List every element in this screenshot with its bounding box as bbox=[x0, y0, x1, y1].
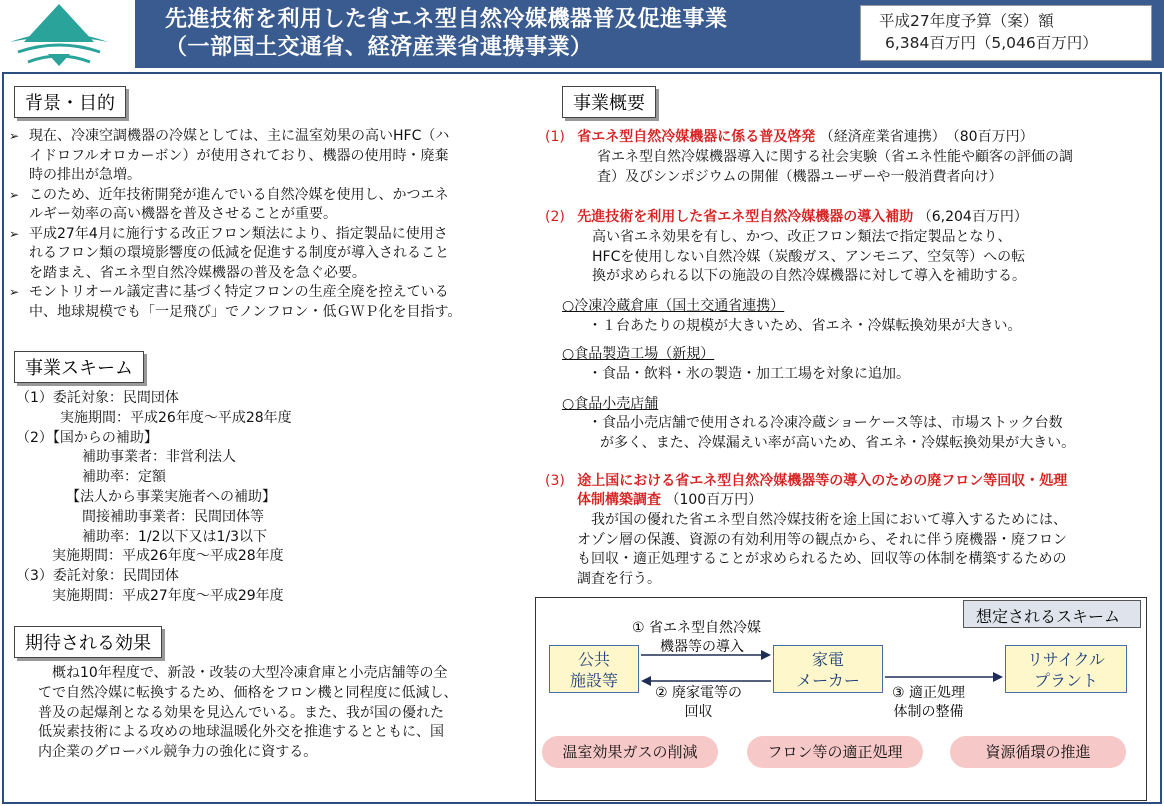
title-line-1: 先進技術を利用した省エネ型自然冷媒機器普及促進事業 bbox=[165, 7, 728, 32]
sub1-line: ・１台あたりの規模が大きいため、省エネ・冷媒転換効果が大きい。 bbox=[588, 318, 1022, 334]
ministry-logo-icon bbox=[4, 2, 114, 68]
scheme-heading: 事業スキーム bbox=[14, 351, 144, 383]
scheme-line: 補助事業者：非営利法人 bbox=[82, 449, 236, 466]
item2-heading bbox=[545, 208, 1028, 228]
item3-heading bbox=[545, 472, 1067, 492]
arrow-label-line: ② 廃家電等の bbox=[655, 685, 743, 701]
item3-title-cont: 体制構築調査 bbox=[577, 492, 661, 508]
header bbox=[0, 0, 1164, 70]
sub3-title: ○食品小売店舗 bbox=[562, 396, 659, 412]
arrow-label-line: ① 省エネ型自然冷媒 bbox=[632, 620, 762, 636]
purpose-line: 現在、冷凍空調機器の冷媒としては、主に温室効果の高いHFC（ハ bbox=[29, 128, 450, 144]
arrow-label-line: 機器等の導入 bbox=[660, 639, 744, 655]
sub3-line: が多く、また、冷媒漏えい率が高いため、省エネ・冷媒転換効果が大きい。 bbox=[600, 434, 1076, 451]
benefit-pill: フロン等の適正処理 bbox=[747, 736, 923, 768]
page-title bbox=[165, 6, 728, 62]
purpose-line: 時の排出が急増。 bbox=[29, 167, 141, 183]
scheme-line: 補助率：定額 bbox=[82, 469, 166, 486]
item3-body bbox=[577, 511, 1067, 589]
bullet-arrow-icon: ➢ bbox=[9, 187, 20, 202]
effect-line: 概ね10年程度で、新設・改装の大型冷凍倉庫と小売店舗等の全 bbox=[52, 665, 448, 681]
scheme-line: 補助率：1/2以下又は1/3以下 bbox=[82, 528, 268, 545]
budget-amount: 6,384百万円（5,046百万円） bbox=[885, 34, 1098, 52]
purpose-line: 中、地球規模でも「一足飛び」でノンフロン・低ＧＷＰ化を目指す。 bbox=[29, 303, 462, 320]
item2-number: (2) bbox=[545, 209, 565, 225]
item1-heading bbox=[545, 128, 1034, 148]
item3-line: オゾン層の保護、資源の有効利用等の観点から、それに伴う廃機器・廃フロン bbox=[577, 531, 1067, 548]
arrow1-label bbox=[632, 619, 761, 657]
budget-box bbox=[860, 5, 1152, 61]
scheme-line: 【法人から事業実施者への補助】 bbox=[66, 489, 276, 505]
purpose-line: 平成27年4月に施行する改正フロン類法により、指定製品に使用さ bbox=[29, 225, 448, 242]
scheme-line: 実施期間：平成26年度～平成28年度 bbox=[52, 548, 284, 565]
title-bar bbox=[135, 0, 1164, 68]
effect-line: 普及の起爆剤となる効果を見込んでいる。また、我が国の優れた bbox=[38, 704, 444, 721]
item1-note: （経済産業省連携） （80百万円） bbox=[819, 129, 1034, 145]
item1-number: (1) bbox=[545, 129, 565, 145]
arrow3-label bbox=[892, 684, 965, 722]
purpose-line: イドロフルオロカーボン）が使用されており、機器の使用時・廃棄 bbox=[29, 147, 449, 164]
item2-title: 先進技術を利用した省エネ型自然冷媒機器の導入補助 bbox=[577, 209, 914, 225]
effect-line: 低炭素技術による攻めの地球温暖化外交を推進するとともに、国 bbox=[38, 724, 444, 741]
node-appliance-maker bbox=[773, 645, 883, 693]
bullet-arrow-icon: ➢ bbox=[9, 226, 20, 241]
scheme-line: 実施期間：平成26年度～平成28年度 bbox=[60, 409, 292, 426]
item2-note: （6,204百万円） bbox=[917, 209, 1028, 225]
item2-line: HFCを使用しない自然冷媒（炭酸ガス、アンモニア、空気等）への転 bbox=[592, 248, 1026, 265]
scheme-line: 間接補助事業者：民間団体等 bbox=[82, 508, 264, 525]
arrow-label-line: ③ 適正処理 bbox=[892, 685, 966, 701]
item3-title: 途上国における省エネ型自然冷媒機器等の導入のための廃フロン等回収・処理 bbox=[577, 473, 1068, 489]
benefit-pill: 温室効果ガスの削減 bbox=[542, 736, 718, 768]
scheme-line: （2）【国からの補助】 bbox=[16, 429, 158, 446]
node-public-facilities bbox=[549, 645, 639, 693]
purpose-line: このため、近年技術開発が進んでいる自然冷媒を使用し、かつエネ bbox=[29, 186, 449, 203]
effect-line: 内企業のグローバル競争力の強化に資する。 bbox=[38, 744, 318, 761]
title-line-2: （一部国土交通省、経済産業省連携事業） bbox=[165, 35, 593, 60]
purpose-line: モントリオール議定書に基づく特定フロンの生産全廃を控えている bbox=[29, 284, 449, 300]
sub3-body bbox=[588, 414, 1075, 453]
node-label: 公共 bbox=[577, 650, 610, 669]
arrow-label-line: 回収 bbox=[684, 704, 713, 720]
node-label: メーカー bbox=[796, 671, 860, 690]
bullet-arrow-icon: ➢ bbox=[9, 129, 20, 143]
item3-number: (3) bbox=[545, 473, 565, 489]
scheme-line: 実施期間：平成27年度～平成29年度 bbox=[52, 588, 284, 604]
purpose-heading: 背景・目的 bbox=[14, 86, 126, 118]
scheme-line: （1）委託対象：民間団体 bbox=[16, 390, 179, 406]
sub2-title: ○食品製造工場（新規） bbox=[562, 346, 715, 362]
item2-body bbox=[592, 228, 1026, 287]
effect-heading: 期待される効果 bbox=[14, 626, 162, 658]
benefit-pill: 資源循環の推進 bbox=[950, 736, 1126, 768]
node-label: プラント bbox=[1033, 671, 1098, 690]
item2-line: 換が求められる以下の施設の自然冷媒機器に対して導入を補助する。 bbox=[592, 268, 1026, 284]
item3-heading-cont bbox=[577, 491, 762, 511]
bullet-arrow-icon: ➢ bbox=[9, 285, 20, 299]
purpose-line: ルギー効率の高い機器を普及させることが重要。 bbox=[29, 206, 337, 222]
item3-line: 我が国の優れた省エネ型自然冷媒技術を途上国において導入するためには、 bbox=[591, 512, 1067, 528]
item3-line: 調査を行う。 bbox=[577, 570, 661, 587]
item2-line: 高い省エネ効果を有し、かつ、改正フロン類法で指定製品となり、 bbox=[592, 229, 1012, 245]
arrow-label-line: 体制の整備 bbox=[893, 704, 964, 720]
purpose-line: れるフロン類の環境影響度の低減を促進する制度が導入されること bbox=[29, 245, 449, 261]
scheme-line: （3）委託対象：民間団体 bbox=[16, 568, 179, 585]
sub3-line: ・食品小売店舗で使用される冷凍冷蔵ショーケース等は、市場ストック台数 bbox=[588, 415, 1063, 431]
node-recycle-plant bbox=[1005, 645, 1127, 693]
node-label: リサイクル bbox=[1027, 650, 1105, 669]
sub2-line: ・食品・飲料・氷の製造・加工工場を対象に追加。 bbox=[588, 366, 910, 382]
node-label: 施設等 bbox=[569, 671, 618, 690]
item1-body bbox=[597, 148, 1073, 187]
sub1-title: ○冷凍冷蔵倉庫（国土交通省連携） bbox=[562, 298, 785, 314]
item1-line: 査）及びシンポジウムの開催（機器ユーザーや一般消費者向け） bbox=[597, 168, 1003, 185]
purpose-line: を踏まえ、省エネ型自然冷媒機器の普及を急ぐ必要。 bbox=[29, 264, 366, 281]
item3-note: （100百万円） bbox=[665, 492, 763, 508]
overview-heading: 事業概要 bbox=[562, 86, 656, 118]
item1-line: 省エネ型自然冷媒機器導入に関する社会実験（省エネ性能や顧客の評価の調 bbox=[597, 149, 1073, 165]
arrow2-label bbox=[655, 684, 742, 722]
scheme-diagram-title: 想定されるスキーム bbox=[963, 600, 1141, 628]
effect-line: てで自然冷媒に転換するため、価格をフロン機と同程度に低減し、 bbox=[38, 684, 458, 701]
budget-label: 平成27年度予算（案）額 bbox=[879, 12, 1054, 30]
node-label: 家電 bbox=[811, 650, 844, 669]
item1-title: 省エネ型自然冷媒機器に係る普及啓発 bbox=[577, 129, 816, 145]
item3-line: も回収・適正処理することが求められるため、回収等の体制を構築するための bbox=[577, 551, 1067, 567]
